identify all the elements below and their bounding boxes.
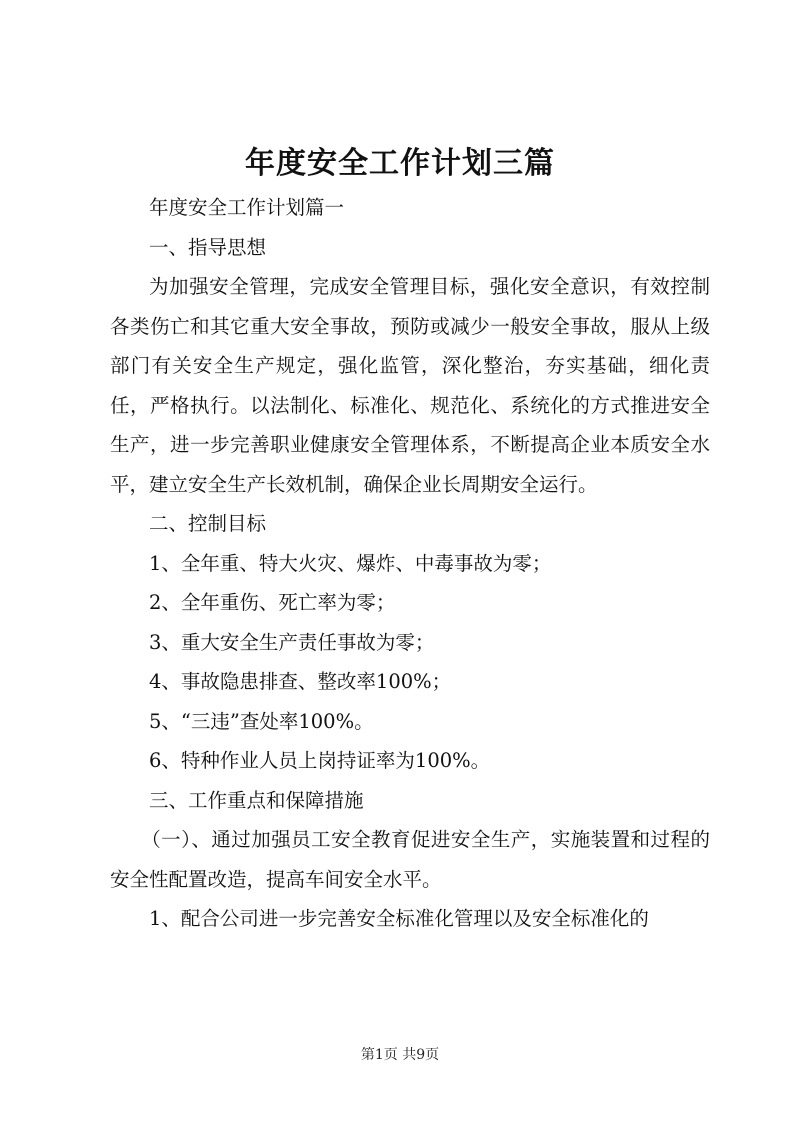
paragraph-guiding-ideology: 为加强安全管理，完成安全管理目标，强化安全意识，有效控制各类伤亡和其它重大安全事故，预防或减少一般安全事故，服从上级部门有关安全生产规定，强化监管，深化整治，夯实基础，细化责任，严格执行。以法制化、标准化、规范化、系统化的方式推进安全生产，进一步完善职业健康安全管理体系，不断提高企业本质安全水平，建立安全生产长效机制，确保企业长周期安全运行。 [110,275,710,496]
target-item-3: 3、重大安全生产责任事故为零； [149,630,435,654]
target-item-4: 4、事故隐患排查、整改率100%； [149,670,452,693]
heading-guiding-ideology: 一、指导思想 [149,235,267,259]
heading-control-targets: 二、控制目标 [149,512,267,535]
page-footer: 第1页 共9页 [360,1047,440,1063]
document-title: 年度安全工作计划三篇 [245,146,555,181]
target-item-1: 1、全年重、特大火灾、爆炸、中毒事故为零； [149,551,552,575]
document-body [110,188,710,939]
target-item-6: 6、特种作业人员上岗持证率为100%。 [149,749,491,772]
section-heading-plan-one: 年度安全工作计划篇一 [149,196,345,219]
paragraph-measure-one: （一）、通过加强员工安全教育促进安全生产，实施装置和过程的安全性配置改造，提高车间安全水平。 [110,828,710,891]
paragraph-measure-one-item-1: 1、配合公司进一步完善安全标准化管理以及安全标准化的 [149,907,649,930]
target-item-5: 5、“三违”查处率100%。 [149,709,374,733]
target-item-2: 2、全年重伤、死亡率为零； [149,591,396,614]
heading-key-work-measures: 三、工作重点和保障措施 [149,788,364,812]
